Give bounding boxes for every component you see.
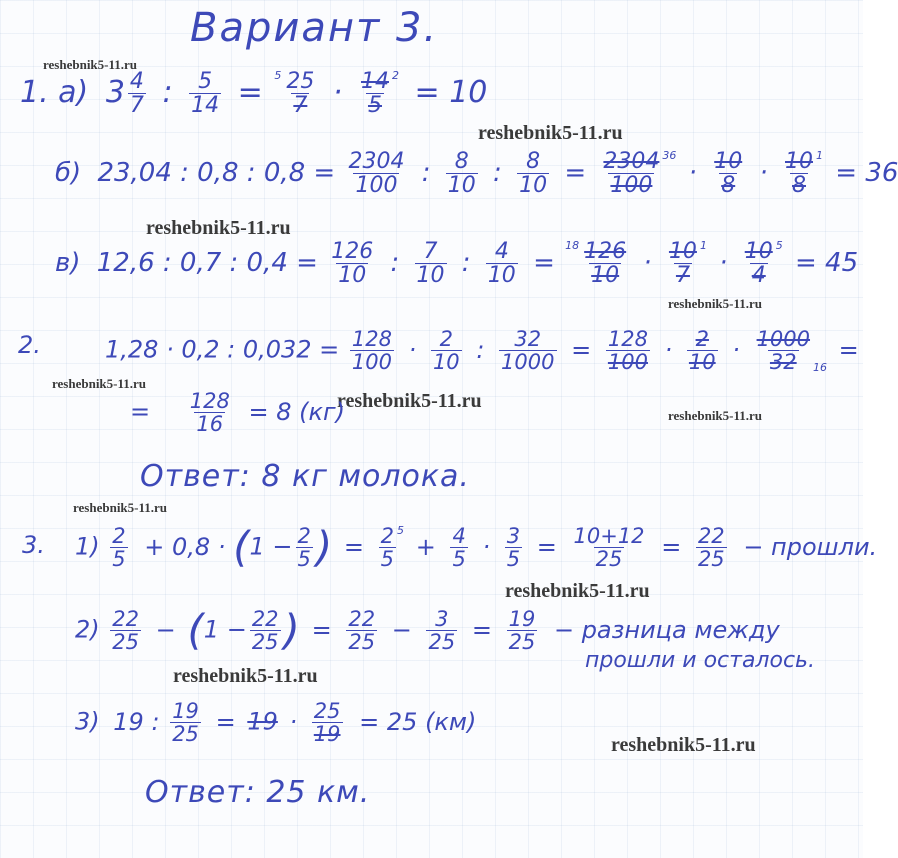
fraction: $\frac{128}{100}$ [607,327,648,375]
fraction: $\frac{25}{19}$ [313,699,341,747]
fraction: $\frac{7}{10}$ [416,239,445,289]
expression: 1,28 · 0,2 : 0,032 = [105,335,340,364]
reduction-mark: 1 [816,149,823,162]
fraction: $\frac{10}{4}$ [744,239,773,289]
fraction: $\frac{3}{25}$ [428,607,456,655]
fraction: $\frac{8}{10}$ [447,149,476,199]
watermark: reshebnik5-11.ru [668,408,763,423]
reduction-mark: 18 [565,239,580,252]
result: = 36 [835,158,898,189]
task1-line-b: б) 23,04 : 0,8 : 0,8 = $\frac{2304}{100}$ : $\frac{8}{10}$ : $\frac{8}{10}$ = $\frac{2304}{100}$ $^{36}$ · $\frac{10}{8}$ · $\frac{10}{8}$ $^1$ = 36 [55,149,898,199]
fraction: $\frac{2}{5}$ [380,524,395,572]
task3-answer: Ответ: 25 км. [145,775,371,810]
watermark: reshebnik5-11.ru [52,376,147,391]
fraction: $\frac{4}{10}$ [487,239,516,289]
reduction-mark: 5 [397,524,405,537]
fraction: $\frac{22}{25}$ [112,607,140,655]
fraction: $\frac{1000}{32}$ [756,327,811,375]
fraction: $\frac{10}{8}$ [785,149,813,199]
watermark: reshebnik5-11.ru [611,734,756,756]
mixed-whole: 3 [105,75,125,111]
task-number: 1. [20,75,49,111]
item-label: 2) [75,615,100,644]
item-label: а) [58,75,89,111]
fraction: $\frac{5}{14}$ [191,69,220,119]
task2-line-2: = $\frac{128}{16}$ = 8 (кг) [130,389,345,437]
fraction: $\frac{8}{10}$ [519,149,548,199]
task3-step-2-note: прошли и осталось. [585,648,816,673]
fraction: $\frac{19}{25}$ [172,699,199,747]
reduction-mark: 36 [662,149,677,162]
result: = 8 (кг) [248,397,345,426]
item-label: 3) [75,707,100,736]
item-label: в) [55,248,81,279]
task1-line-v: в) 12,6 : 0,7 : 0,4 = $\frac{126}{10}$ : $\frac{7}{10}$ : $\frac{4}{10}$ = $^{18}$ $\frac{126}{10}$ · $\frac{10}{7}$ $^1$ · $\frac{10}{4}$ $^5$ = 45 [55,239,859,289]
cancelled-number: 19 [247,707,278,736]
task1-line-a: 1. а) 3 $\frac{4}{7}$ : $\frac{5}{14}$ = $^5$ $\frac{25}{7}$ · $\frac{14}{5}$ $^2$ = 10 [20,69,488,119]
reduction-mark: 16 [813,361,828,375]
fraction: $\frac{22}{25}$ [251,607,279,655]
fraction: $\frac{3}{5}$ [506,524,521,572]
task2-line-1: 1,28 · 0,2 : 0,032 = $\frac{128}{100}$ · $\frac{2}{10}$ : $\frac{32}{1000}$ = $\frac{128}{100}$ · $\frac{2}{10}$ · $\frac{1000}{32}$ 16 = [105,327,859,375]
fraction: $\frac{2}{10}$ [432,327,460,375]
fraction: $\frac{25}{7}$ [286,69,315,119]
fraction: $\frac{2}{5}$ [112,524,126,572]
fraction: $\frac{14}{5}$ [360,69,389,119]
fraction: $\frac{128}{16}$ [189,389,230,437]
item-label: 1) [75,532,100,561]
reduction-mark: 2 [391,69,399,82]
fraction: $\frac{10}{7}$ [668,239,697,289]
fraction: $\frac{22}{25}$ [697,524,725,572]
fraction: $\frac{126}{10}$ [331,239,374,289]
expression: 12,6 : 0,7 : 0,4 = [96,248,318,279]
watermark: reshebnik5-11.ru [73,500,168,515]
fraction: $\frac{2304}{100}$ [603,149,660,199]
fraction: $\frac{10+12}{25}$ [573,524,645,572]
fraction: $\frac{22}{25}$ [348,607,376,655]
watermark: reshebnik5-11.ru [337,390,482,412]
task3-step-2: 2) $\frac{22}{25}$ − (1 − $\frac{22}{25}$ ) = $\frac{22}{25}$ − $\frac{3}{25}$ = $\frac{19}{25}$ − разница между [75,605,780,655]
expression: 23,04 : 0,8 : 0,8 = [97,158,336,189]
note: − разница между [553,615,780,644]
reduction-mark: 1 [699,239,707,252]
watermark: reshebnik5-11.ru [146,217,291,239]
note: − прошли. [743,532,878,561]
watermark: reshebnik5-11.ru [478,122,623,144]
fraction: $\frac{128}{100}$ [351,327,393,375]
fraction: $\frac{126}{10}$ [584,239,627,289]
fraction: $\frac{2304}{100}$ [348,149,405,199]
result: = 25 (км) [359,707,477,736]
watermark: reshebnik5-11.ru [505,580,650,602]
fraction: $\frac{4}{5}$ [452,524,466,572]
fraction: $\frac{4}{7}$ [129,69,144,119]
task2-answer: Ответ: 8 кг молока. [140,459,470,494]
watermark: reshebnik5-11.ru [668,296,763,311]
fraction: $\frac{19}{25}$ [508,607,536,655]
fraction: $\frac{10}{8}$ [714,149,743,199]
reduction-mark: 5 [775,239,783,252]
result: = 45 [795,248,859,279]
fraction: $\frac{32}{1000}$ [501,327,555,375]
expression: + 0,8 · [144,532,226,561]
result: = 10 [414,75,488,111]
expression: 19 : [113,707,160,736]
task3-number: 3. [22,531,45,559]
reduction-mark: 5 [274,69,282,82]
watermark: reshebnik5-11.ru [173,665,318,687]
fraction: $\frac{2}{10}$ [688,327,716,375]
item-label: б) [55,158,82,189]
task3-step-3: 3) 19 : $\frac{19}{25}$ = 19 · $\frac{25}{19}$ = 25 (км) [75,699,477,747]
page-title: Вариант 3. [190,5,439,51]
fraction: $\frac{2}{5}$ [297,524,311,572]
watermark: reshebnik5-11.ru [43,57,138,72]
task2-number: 2. [18,331,41,359]
task3-step-1: 1) $\frac{2}{5}$ + 0,8 · (1 − $\frac{2}{5}$ ) = $\frac{2}{5}$ $^5$ + $\frac{4}{5}$ · $\frac{3}{5}$ = $\frac{10+12}{25}$ = $\frac{22}{25}$ − прошли. [75,522,878,572]
